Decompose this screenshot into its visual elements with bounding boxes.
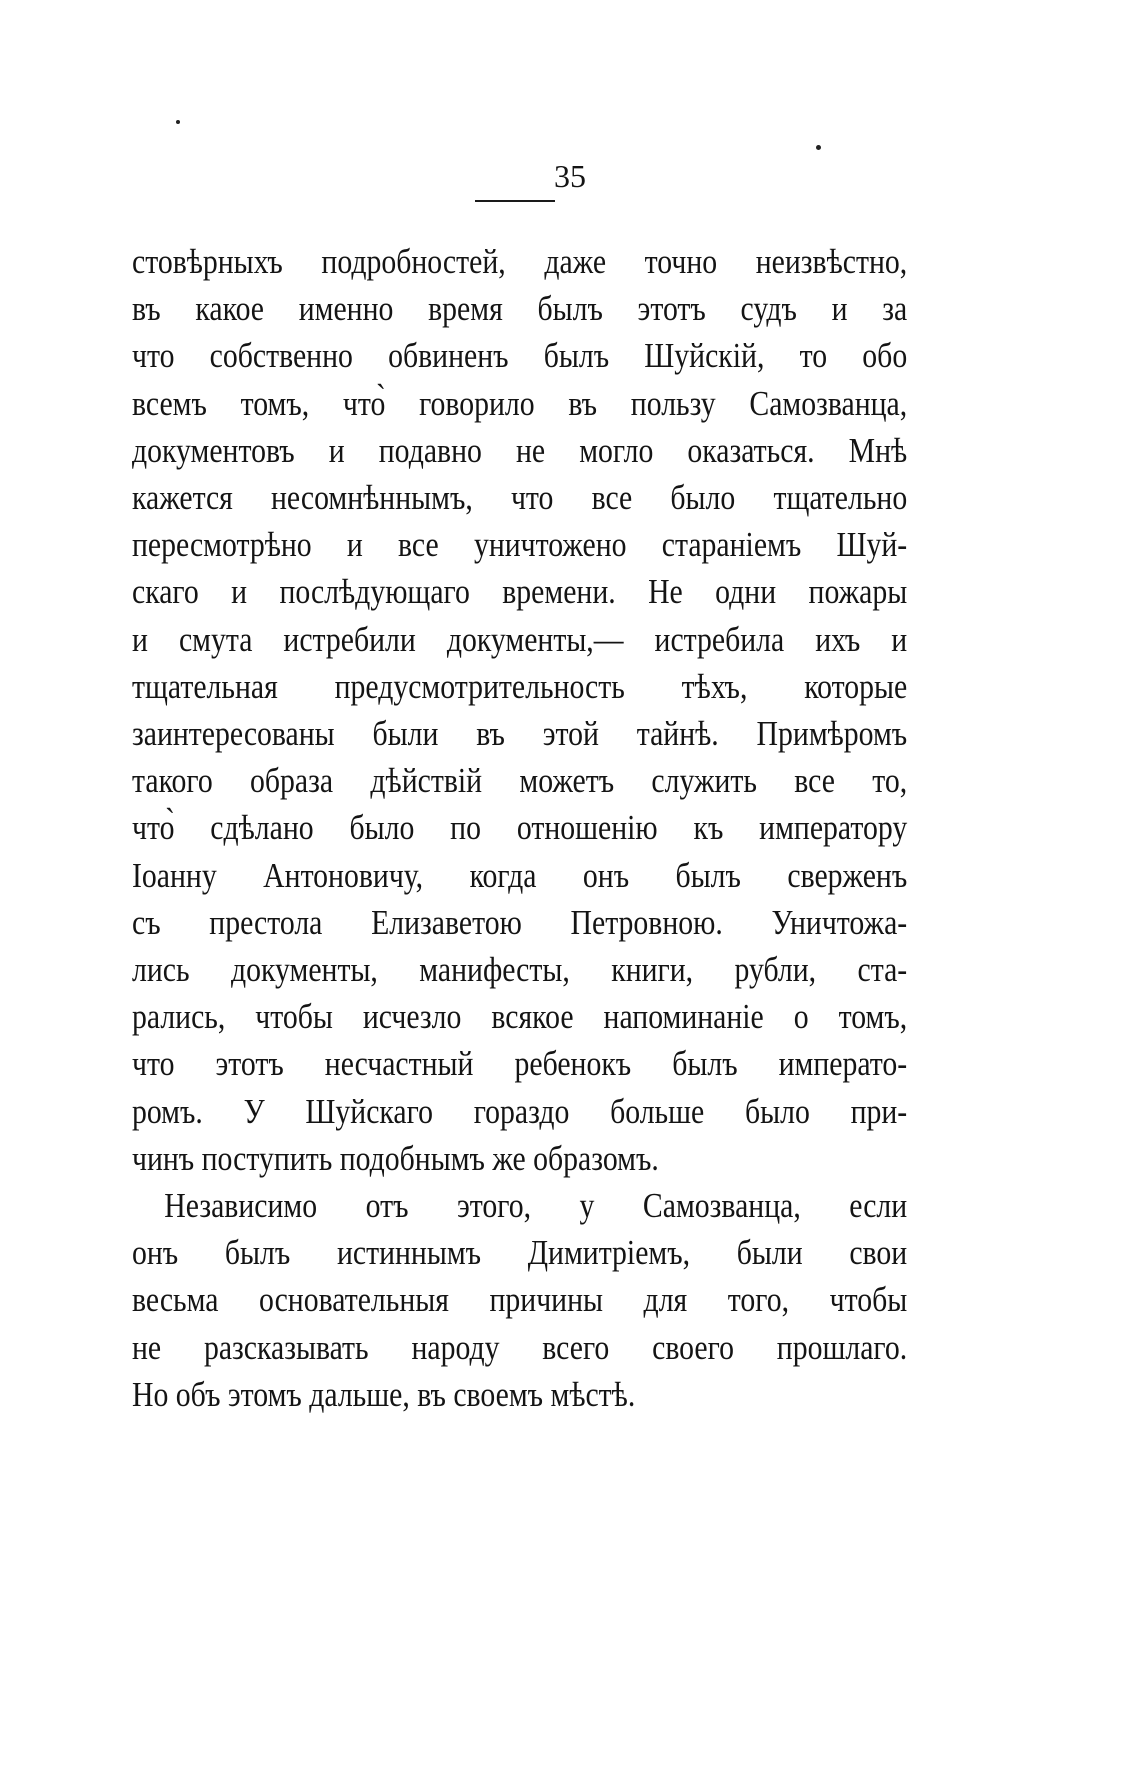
paragraph-2 bbox=[132, 1182, 908, 1418]
text-line: въ какое именно время былъ этотъ судъ и за bbox=[132, 289, 908, 329]
text-line: такого образа дѣйствій можетъ служить все то, bbox=[132, 761, 908, 801]
page-number: 35 bbox=[554, 158, 586, 194]
print-speck bbox=[176, 120, 180, 124]
text-line: чинъ поступить подобнымъ же образомъ. bbox=[132, 1138, 659, 1178]
print-speck bbox=[816, 145, 821, 150]
text-line: всемъ томъ, что̀ говорило въ пользу Самозванца, bbox=[132, 383, 908, 423]
text-line: рались, чтобы исчезло всякое напоминаніе о томъ, bbox=[132, 997, 908, 1037]
text-line: скаго и послѣдующаго времени. Не одни пожары bbox=[132, 572, 908, 612]
text-line: съ престола Елизаветою Петровною. Уничтожа- bbox=[132, 902, 908, 942]
text-line: что̀ сдѣлано было по отношенію къ императору bbox=[132, 808, 908, 848]
text-line: и смута истребили документы,— истребила ихъ и bbox=[132, 619, 908, 659]
text-line: ромъ. У Шуйскаго гораздо больше было при- bbox=[132, 1091, 908, 1131]
text-line: лись документы, манифесты, книги, рубли, ста- bbox=[132, 950, 908, 990]
page-number-rule bbox=[475, 200, 555, 202]
text-line: Независимо отъ этого, у Самозванца, если bbox=[164, 1186, 908, 1226]
text-line: кажется несомнѣннымъ, что все было тщательно bbox=[132, 478, 908, 518]
paragraph-1 bbox=[132, 238, 908, 1182]
body-text bbox=[132, 238, 908, 1418]
text-line: онъ былъ истиннымъ Димитріемъ, были свои bbox=[132, 1233, 908, 1273]
text-line: не разсказывать народу всего своего прошлаго. bbox=[132, 1327, 908, 1367]
text-line: Но объ этомъ дальше, въ своемъ мѣстѣ. bbox=[132, 1374, 636, 1414]
text-line: заинтересованы были въ этой тайнѣ. Примѣромъ bbox=[132, 714, 908, 754]
text-line: Іоанну Антоновичу, когда онъ былъ сверженъ bbox=[132, 855, 908, 895]
text-line: весьма основательныя причины для того, чтобы bbox=[132, 1280, 908, 1320]
text-line: стовѣрныхъ подробностей, даже точно неизвѣстно, bbox=[132, 242, 908, 281]
text-line: что собственно обвиненъ былъ Шуйскій, то обо bbox=[132, 336, 908, 376]
text-line: что этотъ несчастный ребенокъ былъ императо- bbox=[132, 1044, 908, 1084]
text-line: тщательная предусмотрительность тѣхъ, которые bbox=[132, 666, 908, 706]
text-line: документовъ и подавно не могло оказаться. Мнѣ bbox=[132, 430, 908, 470]
text-line: пересмотрѣно и все уничтожено стараніемъ Шуй- bbox=[132, 525, 908, 565]
